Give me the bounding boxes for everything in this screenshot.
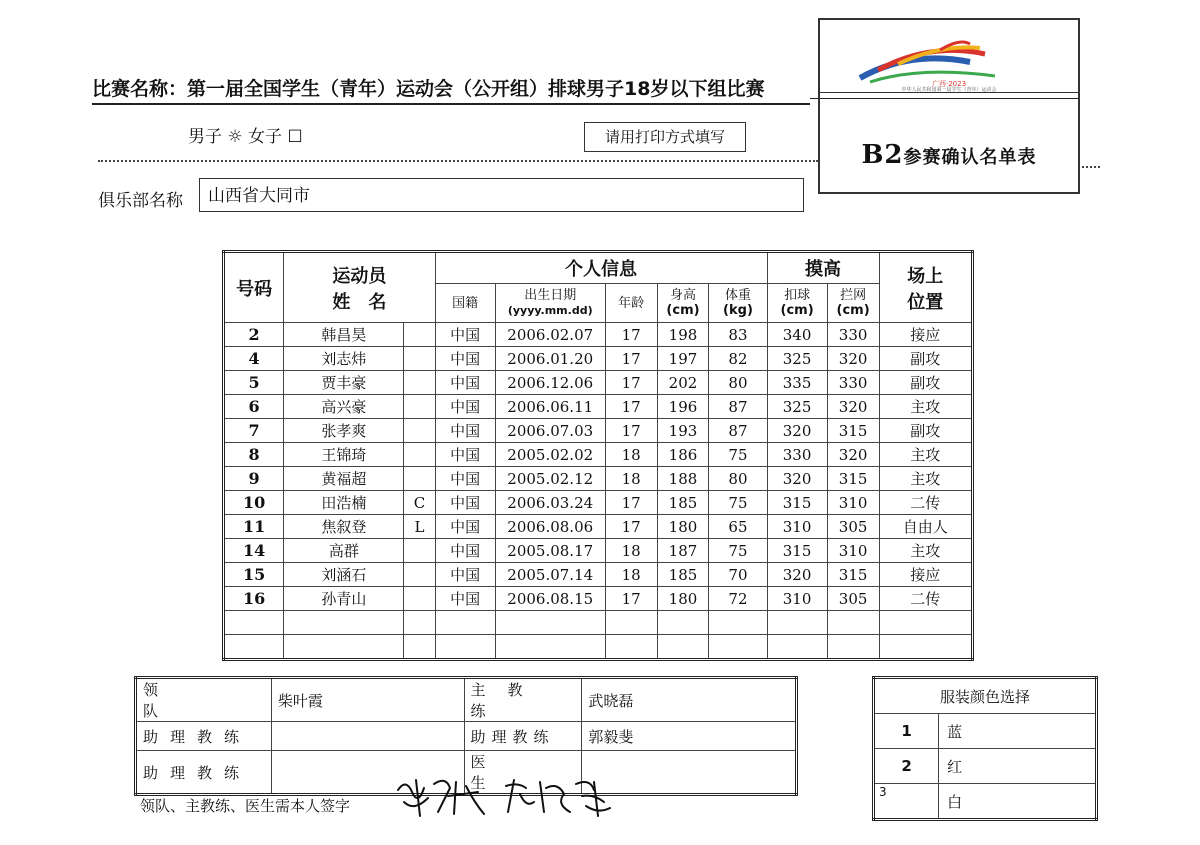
player-height: 198 (657, 323, 709, 347)
logo-caption: 中华人民共和国第一届学生（青年）运动会 (901, 87, 997, 93)
empty-cell (709, 635, 767, 660)
club-name-field: 山西省大同市 (199, 178, 804, 212)
player-dob: 2005.07.14 (495, 563, 605, 587)
player-block-reach: 330 (827, 371, 879, 395)
player-role-tag: C (404, 491, 435, 515)
header-spike-line1: 扣球 (784, 288, 811, 303)
player-height: 193 (657, 419, 709, 443)
table-row (224, 587, 973, 611)
player-spike-reach: 330 (767, 443, 827, 467)
player-block-reach: 315 (827, 467, 879, 491)
player-block-reach: 310 (827, 491, 879, 515)
player-name: 孙青山 (284, 587, 404, 611)
player-block-reach: 310 (827, 539, 879, 563)
player-number: 16 (224, 587, 284, 611)
header-block (827, 284, 879, 323)
uniform-title: 服装颜色选择 (874, 678, 1097, 714)
header-height (657, 284, 709, 323)
player-role-tag (404, 587, 435, 611)
player-nationality: 中国 (435, 347, 495, 371)
svg-text:广西·2023: 广西·2023 (932, 80, 967, 88)
form-code-text: 参赛确认名单表 (903, 147, 1037, 168)
player-block-reach: 305 (827, 515, 879, 539)
asst-coach-label-1 (136, 722, 272, 751)
player-position: 接应 (879, 323, 972, 347)
player-dob: 2006.06.11 (495, 395, 605, 419)
table-row (224, 443, 973, 467)
header-dob-line1: 出生日期 (524, 288, 577, 303)
empty-cell (284, 611, 404, 635)
player-height: 180 (657, 587, 709, 611)
player-dob: 2006.08.06 (495, 515, 605, 539)
player-height: 197 (657, 347, 709, 371)
header-athlete (284, 252, 435, 323)
player-height: 187 (657, 539, 709, 563)
player-number: 10 (224, 491, 284, 515)
uniform-option-color: 蓝 (939, 714, 1097, 749)
empty-cell (224, 635, 284, 660)
player-spike-reach: 325 (767, 347, 827, 371)
player-block-reach: 320 (827, 347, 879, 371)
empty-cell (827, 635, 879, 660)
player-dob: 2006.01.20 (495, 347, 605, 371)
asst-coach-label-2-text: 助理教练 (470, 727, 555, 746)
player-age: 18 (605, 563, 657, 587)
asst-coach-label-1-text: 助理教练 (143, 727, 252, 746)
player-role-tag (404, 395, 435, 419)
player-dob: 2006.03.24 (495, 491, 605, 515)
player-weight: 80 (709, 467, 767, 491)
header-position-line2: 位置 (907, 291, 944, 313)
header-nationality: 国籍 (435, 284, 495, 323)
player-block-reach: 330 (827, 323, 879, 347)
player-spike-reach: 310 (767, 587, 827, 611)
player-position: 二传 (879, 587, 972, 611)
head-coach-label-text: 主教练 (470, 681, 545, 720)
header-position (879, 252, 972, 323)
player-name: 田浩楠 (284, 491, 404, 515)
player-number: 9 (224, 467, 284, 491)
player-block-reach: 315 (827, 419, 879, 443)
roster-table (222, 250, 974, 661)
player-weight: 75 (709, 539, 767, 563)
table-row (224, 347, 973, 371)
asst-coach-value-2: 郭毅斐 (582, 722, 797, 751)
uniform-color-table (872, 676, 1098, 821)
player-age: 17 (605, 395, 657, 419)
player-position: 主攻 (879, 443, 972, 467)
logo-form-code-box (818, 18, 1080, 194)
asst-coach-label-3-text: 助理教练 (143, 763, 252, 782)
leader-label-text: 领队 (143, 681, 245, 720)
player-nationality: 中国 (435, 491, 495, 515)
player-position: 副攻 (879, 347, 972, 371)
player-nationality: 中国 (435, 443, 495, 467)
dotted-separator (98, 160, 818, 162)
player-number: 7 (224, 419, 284, 443)
header-spike (767, 284, 827, 323)
player-name: 刘志炜 (284, 347, 404, 371)
head-coach-value: 武晓磊 (582, 678, 797, 722)
player-spike-reach: 315 (767, 491, 827, 515)
empty-cell (657, 635, 709, 660)
player-height: 202 (657, 371, 709, 395)
empty-cell (605, 611, 657, 635)
player-number: 14 (224, 539, 284, 563)
player-weight: 75 (709, 443, 767, 467)
player-height: 185 (657, 563, 709, 587)
player-position: 自由人 (879, 515, 972, 539)
header-personal-info: 个人信息 (435, 252, 767, 284)
uniform-option-number: 1 (874, 714, 939, 749)
player-age: 17 (605, 515, 657, 539)
player-role-tag (404, 563, 435, 587)
player-block-reach: 305 (827, 587, 879, 611)
header-block-line1: 拦网 (840, 288, 867, 303)
handwritten-signature-icon (394, 772, 634, 824)
player-nationality: 中国 (435, 371, 495, 395)
empty-cell (404, 611, 435, 635)
player-role-tag (404, 371, 435, 395)
player-role-tag: L (404, 515, 435, 539)
form-code (820, 140, 1078, 170)
player-position: 副攻 (879, 371, 972, 395)
empty-cell (879, 611, 972, 635)
player-name: 张孝爽 (284, 419, 404, 443)
player-nationality: 中国 (435, 515, 495, 539)
player-age: 17 (605, 371, 657, 395)
player-spike-reach: 310 (767, 515, 827, 539)
header-position-line1: 场上 (907, 265, 944, 287)
header-athlete-line1: 运动员 (332, 265, 387, 287)
player-role-tag (404, 347, 435, 371)
player-spike-reach: 315 (767, 539, 827, 563)
table-row (224, 419, 973, 443)
table-row (224, 371, 973, 395)
player-position: 副攻 (879, 419, 972, 443)
asst-coach-label-3 (136, 751, 272, 795)
empty-cell (495, 635, 605, 660)
player-dob: 2005.02.02 (495, 443, 605, 467)
games-logo-icon (820, 20, 1078, 108)
empty-cell (709, 611, 767, 635)
player-weight: 87 (709, 395, 767, 419)
player-height: 196 (657, 395, 709, 419)
player-age: 18 (605, 443, 657, 467)
player-name: 韩昌昊 (284, 323, 404, 347)
header-number: 号码 (224, 252, 284, 323)
player-number: 2 (224, 323, 284, 347)
player-position: 二传 (879, 491, 972, 515)
leader-label (136, 678, 272, 722)
header-dob-line2: (yyyy.mm.dd) (507, 304, 593, 317)
player-spike-reach: 320 (767, 563, 827, 587)
table-row (224, 515, 973, 539)
player-dob: 2006.12.06 (495, 371, 605, 395)
empty-cell (435, 611, 495, 635)
player-name: 刘涵石 (284, 563, 404, 587)
empty-cell (605, 635, 657, 660)
empty-cell (767, 635, 827, 660)
player-weight: 87 (709, 419, 767, 443)
print-instruction-box: 请用打印方式填写 (584, 122, 746, 152)
player-age: 18 (605, 539, 657, 563)
player-nationality: 中国 (435, 563, 495, 587)
empty-cell (404, 635, 435, 660)
player-height: 180 (657, 515, 709, 539)
asst-coach-value-1 (271, 722, 464, 751)
club-label: 俱乐部名称 (98, 191, 183, 211)
empty-cell (767, 611, 827, 635)
player-block-reach: 315 (827, 563, 879, 587)
empty-cell (284, 635, 404, 660)
table-row (224, 323, 973, 347)
uniform-option-color: 红 (939, 749, 1097, 784)
player-age: 17 (605, 323, 657, 347)
player-age: 18 (605, 467, 657, 491)
player-number: 6 (224, 395, 284, 419)
player-weight: 80 (709, 371, 767, 395)
player-nationality: 中国 (435, 323, 495, 347)
empty-cell (495, 611, 605, 635)
player-age: 17 (605, 347, 657, 371)
player-age: 17 (605, 587, 657, 611)
asst-coach-label-2 (464, 722, 582, 751)
player-name: 黄福超 (284, 467, 404, 491)
player-nationality: 中国 (435, 587, 495, 611)
form-code-prefix: B2 (861, 140, 904, 170)
competition-title: 比赛名称：第一届全国学生（青年）运动会（公开组）排球男子18岁以下组比赛 (92, 74, 810, 105)
roster-body (224, 323, 973, 660)
player-dob: 2006.02.07 (495, 323, 605, 347)
player-position: 主攻 (879, 539, 972, 563)
empty-cell (224, 611, 284, 635)
player-role-tag (404, 539, 435, 563)
table-row (224, 395, 973, 419)
player-position: 主攻 (879, 395, 972, 419)
player-spike-reach: 335 (767, 371, 827, 395)
player-block-reach: 320 (827, 395, 879, 419)
empty-table-row (224, 611, 973, 635)
player-role-tag (404, 419, 435, 443)
player-height: 188 (657, 467, 709, 491)
uniform-option-number: 3 (874, 784, 939, 820)
player-height: 186 (657, 443, 709, 467)
player-spike-reach: 320 (767, 419, 827, 443)
table-row (224, 467, 973, 491)
player-role-tag (404, 323, 435, 347)
player-number: 8 (224, 443, 284, 467)
header-weight-line2: (kg) (723, 303, 753, 318)
doctor-label-text: 医生 (470, 753, 562, 792)
player-name: 高群 (284, 539, 404, 563)
player-role-tag (404, 443, 435, 467)
player-weight: 72 (709, 587, 767, 611)
leader-value: 柴叶霞 (271, 678, 464, 722)
player-age: 17 (605, 491, 657, 515)
player-number: 11 (224, 515, 284, 539)
player-weight: 65 (709, 515, 767, 539)
header-weight (709, 284, 767, 323)
head-coach-label (464, 678, 582, 722)
player-dob: 2005.02.12 (495, 467, 605, 491)
player-age: 17 (605, 419, 657, 443)
empty-cell (827, 611, 879, 635)
player-nationality: 中国 (435, 539, 495, 563)
header-weight-line1: 体重 (724, 288, 751, 303)
header-height-line2: (cm) (666, 303, 700, 318)
signature-label: 领队、主教练、医生需本人签字 (140, 797, 351, 815)
header-athlete-line2: 姓 名 (332, 291, 387, 313)
player-nationality: 中国 (435, 419, 495, 443)
table-row (224, 491, 973, 515)
player-nationality: 中国 (435, 467, 495, 491)
dotted-separator-right (1078, 166, 1100, 168)
player-name: 王锦琦 (284, 443, 404, 467)
table-row (224, 563, 973, 587)
player-spike-reach: 325 (767, 395, 827, 419)
table-row (224, 539, 973, 563)
player-number: 15 (224, 563, 284, 587)
player-dob: 2006.08.15 (495, 587, 605, 611)
header-age: 年龄 (605, 284, 657, 323)
player-block-reach: 320 (827, 443, 879, 467)
player-height: 185 (657, 491, 709, 515)
player-spike-reach: 320 (767, 467, 827, 491)
header-spike-line2: (cm) (780, 303, 814, 318)
empty-cell (435, 635, 495, 660)
player-dob: 2005.08.17 (495, 539, 605, 563)
header-height-line1: 身高 (669, 288, 696, 303)
player-nationality: 中国 (435, 395, 495, 419)
gender-selection: 男子 ☼ 女子 ☐ (188, 127, 303, 147)
uniform-option-color: 白 (939, 784, 1097, 820)
player-name: 贾丰豪 (284, 371, 404, 395)
player-role-tag (404, 467, 435, 491)
player-name: 焦叙登 (284, 515, 404, 539)
player-spike-reach: 340 (767, 323, 827, 347)
header-dob (495, 284, 605, 323)
header-block-line2: (cm) (836, 303, 870, 318)
player-weight: 83 (709, 323, 767, 347)
logo-divider (820, 92, 1078, 93)
uniform-option-number: 2 (874, 749, 939, 784)
player-position: 接应 (879, 563, 972, 587)
player-dob: 2006.07.03 (495, 419, 605, 443)
empty-table-row (224, 635, 973, 660)
player-number: 4 (224, 347, 284, 371)
player-weight: 75 (709, 491, 767, 515)
player-name: 高兴豪 (284, 395, 404, 419)
empty-cell (879, 635, 972, 660)
player-number: 5 (224, 371, 284, 395)
empty-cell (657, 611, 709, 635)
player-position: 主攻 (879, 467, 972, 491)
header-reach: 摸高 (767, 252, 879, 284)
player-weight: 82 (709, 347, 767, 371)
player-weight: 70 (709, 563, 767, 587)
